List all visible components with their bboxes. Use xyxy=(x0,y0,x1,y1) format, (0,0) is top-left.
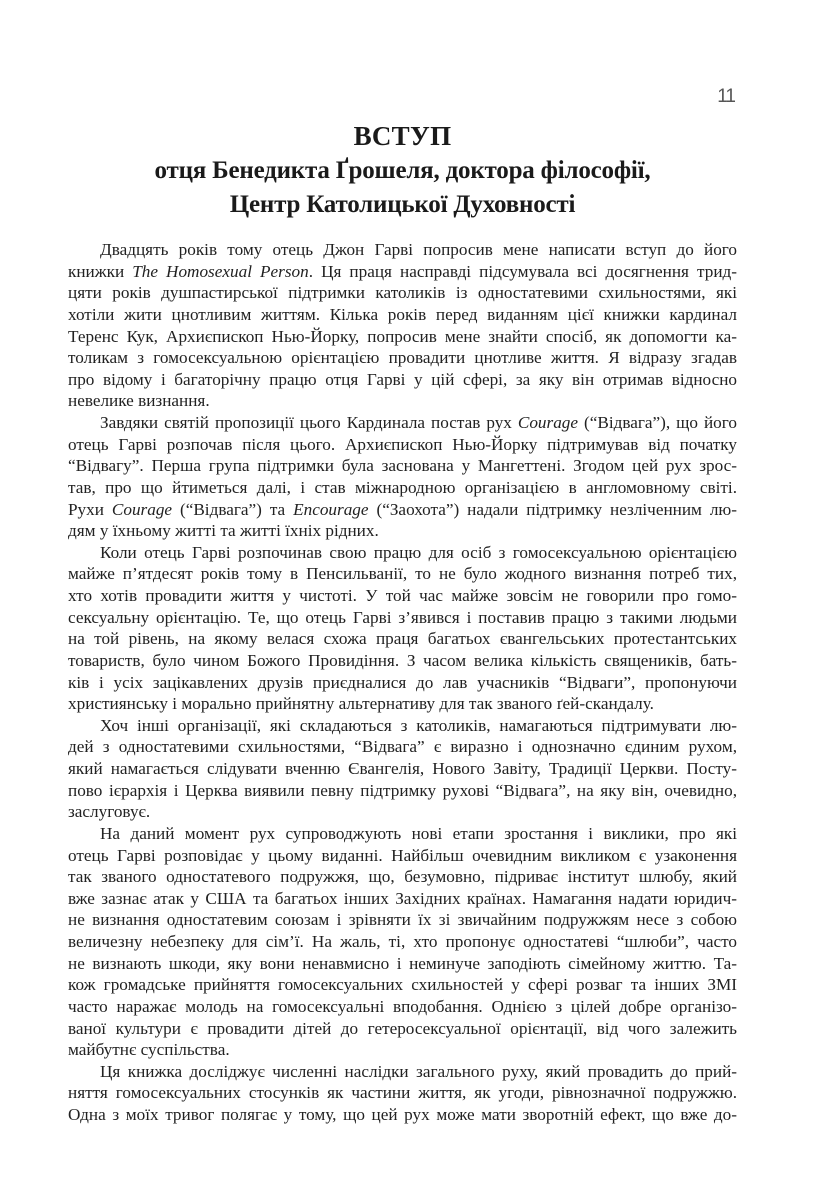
text-line: Теренс Кук, Архиєпископ Нью-Йорку, попросив мене знайти спосіб, як допомогти ка- xyxy=(68,326,737,346)
text-line: християнську і морально прийнятну альтернативу для так званого ґей-скандалу. xyxy=(68,694,654,714)
page-number: 11 xyxy=(717,86,735,107)
chapter-title: ВСТУП xyxy=(353,121,452,151)
text-line: ваної культури є провадити дітей до гетеросексуальної орієнтації, від чого залежить xyxy=(68,1018,737,1038)
text-line: так званого одностатевого подружжя, що, безумовно, підриває інститут шлюбу, який xyxy=(68,867,737,887)
paragraph xyxy=(68,239,737,412)
text-line: Коли отець Гарві розпочинав свою працю для осіб з гомосексуальною орієнтацією xyxy=(100,542,737,562)
italic-title: Encourage xyxy=(293,499,369,519)
text-line: толикам з гомосексуальною орієнтацією провадити цнотливе життя. Я відразу згадав xyxy=(68,348,737,368)
italic-title: Courage xyxy=(111,499,173,519)
text-line: цяти років душпастирської підтримки католиків із одностатевими схильностями, які xyxy=(68,283,737,303)
text-line: не визнання одностатевим союзам і зрівняти їх зі звичайним подружжям несе з собою xyxy=(68,910,737,930)
text-line: Одна з моїх тривог полягає у тому, що цей рух може мати зворотній ефект, що вже до- xyxy=(68,1105,737,1124)
text-line: тав, про що йтиметься далі, і став міжнародною організацією в англомовному світі. xyxy=(68,477,737,497)
text-line: майже п’ятдесят років тому в Пенсильванії, то не було жодного визнання потреб тих, xyxy=(68,564,737,584)
text-line: книжки The Homosexual Person. Ця праця насправді підсумувала всі досягнення трид- xyxy=(68,261,737,281)
text-line: “Відвагу”. Перша група підтримки була заснована у Мангеттені. Згодом цей рух зрос- xyxy=(68,456,737,476)
text-line: ків і усіх зацікавлених друзів приєдналися до лав учасників “Відваги”, пропонуючи xyxy=(68,672,737,692)
paragraph xyxy=(68,542,737,715)
chapter-affiliation-line: Центр Католицької Духовності xyxy=(229,191,576,218)
chapter-author-line: отця Бенедикта Ґрошеля, доктора філософії, xyxy=(154,157,651,184)
text-line: Ця книжка досліджує численні наслідки загального руху, який провадить до прий- xyxy=(100,1061,737,1081)
text-line: який намагається слідувати вченню Євангелія, Нового Завіту, Традиції Церкви. Посту- xyxy=(68,759,737,778)
text-line: на той рівень, на якому велася схожа праця багатьох євангельських протестантських xyxy=(68,629,737,649)
text-line: Рухи Courage (“Відвага”) та Encourage (“Заохота”) надали підтримку незліченним лю- xyxy=(68,499,737,519)
text-line: вже зазнає атак у США та багатьох інших Західних країнах. Намагання надати юридич- xyxy=(68,888,737,908)
text-line: няття гомосексуальних стосунків як частини життя, як угоди, рівнозначної подружжю. xyxy=(68,1083,737,1103)
text-line: пово ієрархія і Церква виявили певну підтримку рухові “Відвага”, на яку він, очевидно, xyxy=(68,780,737,800)
text-line: хотіли жити цнотливим життям. Кілька років перед виданням цієї книжки кардинал xyxy=(68,304,737,324)
text-line: дей з одностатевими схильностями, “Відвага” є виразно і однозначно єдиним рухом, xyxy=(68,737,737,757)
text-line: невелике визнання. xyxy=(68,391,210,411)
text-line: часто наражає молодь на гомосексуальні вподобання. Однією з цілей добре організо- xyxy=(68,996,737,1016)
text-line: товариств, було чином Божого Провидіння. З часом велика кількість священиків, бать- xyxy=(68,650,737,670)
chapter-heading xyxy=(68,118,737,222)
paragraph xyxy=(68,715,737,823)
text-line: дям у їхньому житті та житті їхніх рідних. xyxy=(68,521,379,541)
text-line: кож громадське прийняття гомосексуальних схильностей у сфері розваг та інших ЗМІ xyxy=(68,975,737,995)
paragraph xyxy=(68,412,737,542)
text-line: отець Гарві розпочав після цього. Архиєпископ Нью-Йорку підтримував від початку xyxy=(68,434,737,454)
text-line: Хоч інші організації, які складаються з католиків, намагаються підтримувати лю- xyxy=(100,715,737,735)
text-line: сексуальну орієнтацію. Те, що отець Гарві з’явився і поставив працю з такими людьми xyxy=(68,607,737,627)
text-line: не визнають шкоди, яку вони ненавмисно і неминуче заподіють сімейному життю. Та- xyxy=(68,953,737,973)
text-line: величезну небезпеку для сім’ї. На жаль, ті, хто пропонує одностатеві “шлюби”, часто xyxy=(68,932,737,951)
text-line: майбутнє суспільства. xyxy=(68,1040,230,1060)
paragraph xyxy=(68,1061,737,1126)
text-line: про відому і багаторічну працю отця Гарві у цій сфері, за яку він отримав відносно xyxy=(68,369,737,389)
text-line: Двадцять років тому отець Джон Гарві попросив мене написати вступ до його xyxy=(100,240,737,259)
italic-title: The Homosexual Person xyxy=(132,261,309,281)
italic-title: Courage xyxy=(517,413,579,432)
paragraph xyxy=(68,823,737,1061)
text-line: отець Гарві розповідає у цьому виданні. Найбільш очевидним викликом є узаконення xyxy=(68,845,737,865)
body-text xyxy=(68,239,737,1126)
text-line: заслуговує. xyxy=(68,802,151,822)
text-line: На даний момент рух супроводжують нові етапи зростання і виклики, про які xyxy=(100,823,737,843)
text-line: Завдяки святій пропозиції цього Кардинала постав рух Courage (“Відвага”), що його xyxy=(100,413,737,432)
text-line: хто хотів провадити життя у чистоті. У той час майже зовсім не говорили про гомо- xyxy=(68,586,737,605)
